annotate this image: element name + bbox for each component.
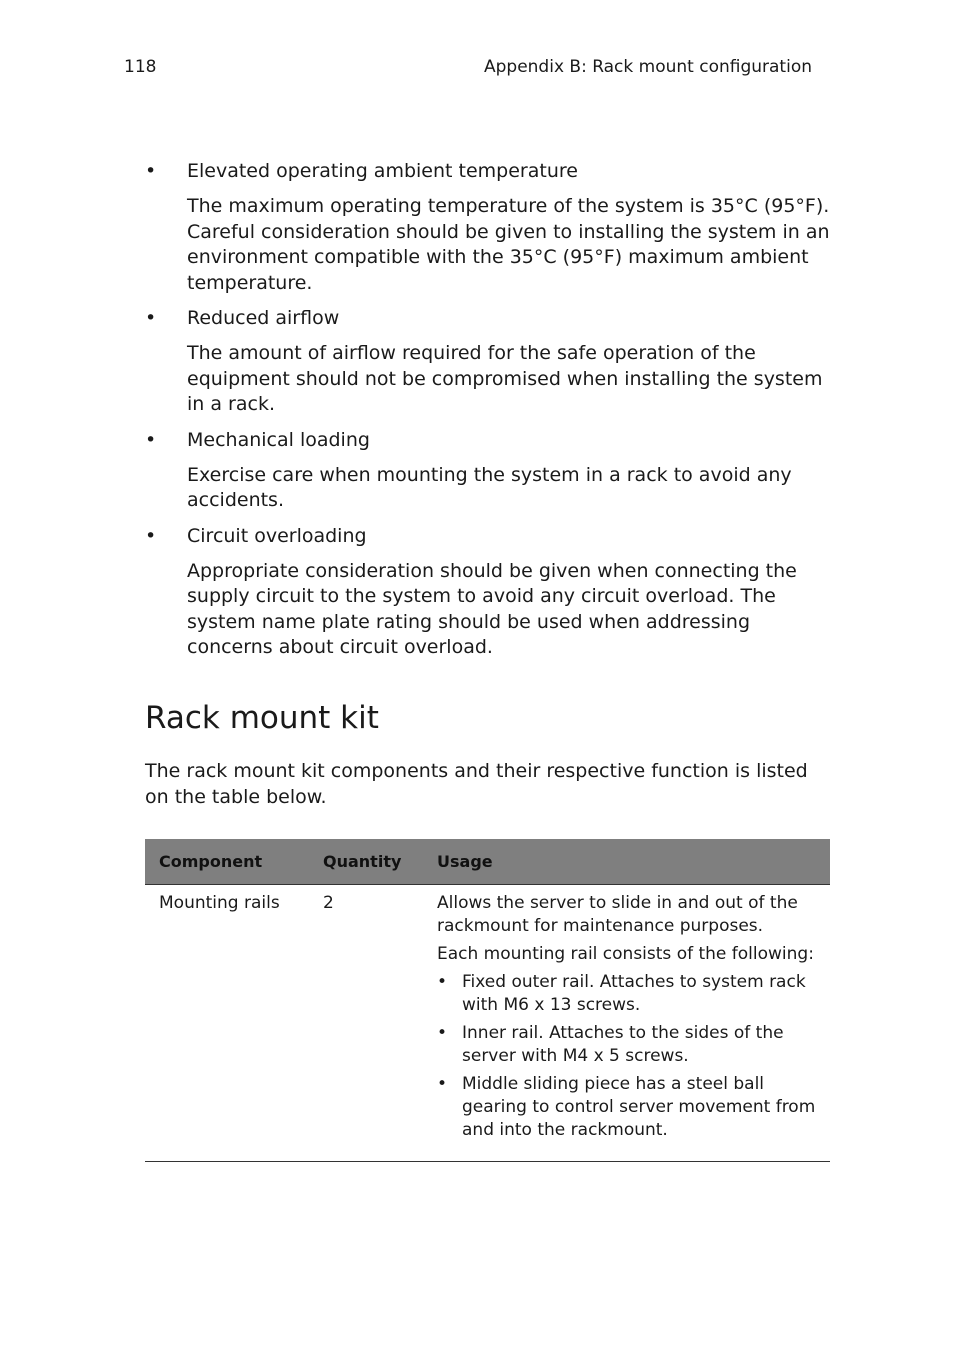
bullet-marker: •: [437, 1023, 448, 1043]
column-header-quantity: Quantity: [309, 839, 423, 885]
component-cell: Mounting rails: [145, 885, 309, 1162]
section-title: Rack mount kit: [145, 700, 379, 736]
running-header: Appendix B: Rack mount configuration: [483, 57, 812, 77]
bullet-title: Circuit overloading: [187, 524, 367, 547]
safety-bullet-list: [145, 158, 835, 670]
bullet-item-airflow: [145, 305, 835, 418]
rack-mount-kit-table: [145, 839, 830, 1162]
bullet-marker: •: [145, 307, 157, 329]
bullet-item-loading: [145, 427, 835, 514]
table-row: [145, 885, 830, 1162]
bullet-marker: •: [145, 428, 157, 451]
bullet-marker: •: [437, 972, 448, 992]
list-item: [437, 1073, 830, 1142]
bullet-item-temperature: [145, 158, 835, 296]
bullet-marker: •: [145, 160, 157, 182]
bullet-body: Appropriate consideration should be given when connecting the supply circuit to the system to avoid any circuit overload. The system name plate rating should be used when addressing concerns about circuit overload.: [187, 559, 797, 658]
list-item: [437, 971, 830, 1017]
table-header-row: [145, 839, 830, 885]
usage-cell: [423, 885, 830, 1162]
bullet-title: Reduced airflow: [187, 307, 340, 329]
bullet-item-overloading: [145, 523, 835, 661]
bullet-body: The amount of airflow required for the safe operation of the equipment should not be compromised when installing the system in a rack.: [187, 342, 823, 415]
list-item-text: Inner rail. Attaches to the sides of the server with M4 x 5 screws.: [462, 1023, 784, 1066]
column-header-component: Component: [145, 839, 309, 885]
bullet-body: The maximum operating temperature of the system is 35°C (95°F). Careful consideration should be given to installing the system in an environment compatible with the 35°C (95°F) maximum ambient temperature.: [187, 195, 830, 294]
column-header-usage: Usage: [423, 839, 830, 885]
bullet-title: Elevated operating ambient temperature: [187, 160, 578, 182]
quantity-cell: 2: [309, 885, 423, 1162]
list-item-text: Fixed outer rail. Attaches to system rack with M6 x 13 screws.: [462, 972, 806, 1015]
section-intro: The rack mount kit components and their respective function is listed on the table below.: [145, 760, 808, 808]
usage-description: Each mounting rail consists of the following:: [437, 944, 814, 964]
list-item-text: Middle sliding piece has a steel ball gearing to control server movement from and into the rackmount.: [462, 1074, 816, 1140]
usage-description: Allows the server to slide in and out of the rackmount for maintenance purposes.: [437, 893, 798, 936]
bullet-title: Mechanical loading: [187, 428, 370, 451]
bullet-marker: •: [145, 524, 157, 547]
rail-parts-list: [437, 971, 830, 1142]
bullet-body: Exercise care when mounting the system in a rack to avoid any accidents.: [187, 463, 792, 511]
list-item: [437, 1022, 830, 1068]
bullet-marker: •: [437, 1074, 448, 1094]
page-number: 118: [124, 57, 157, 77]
